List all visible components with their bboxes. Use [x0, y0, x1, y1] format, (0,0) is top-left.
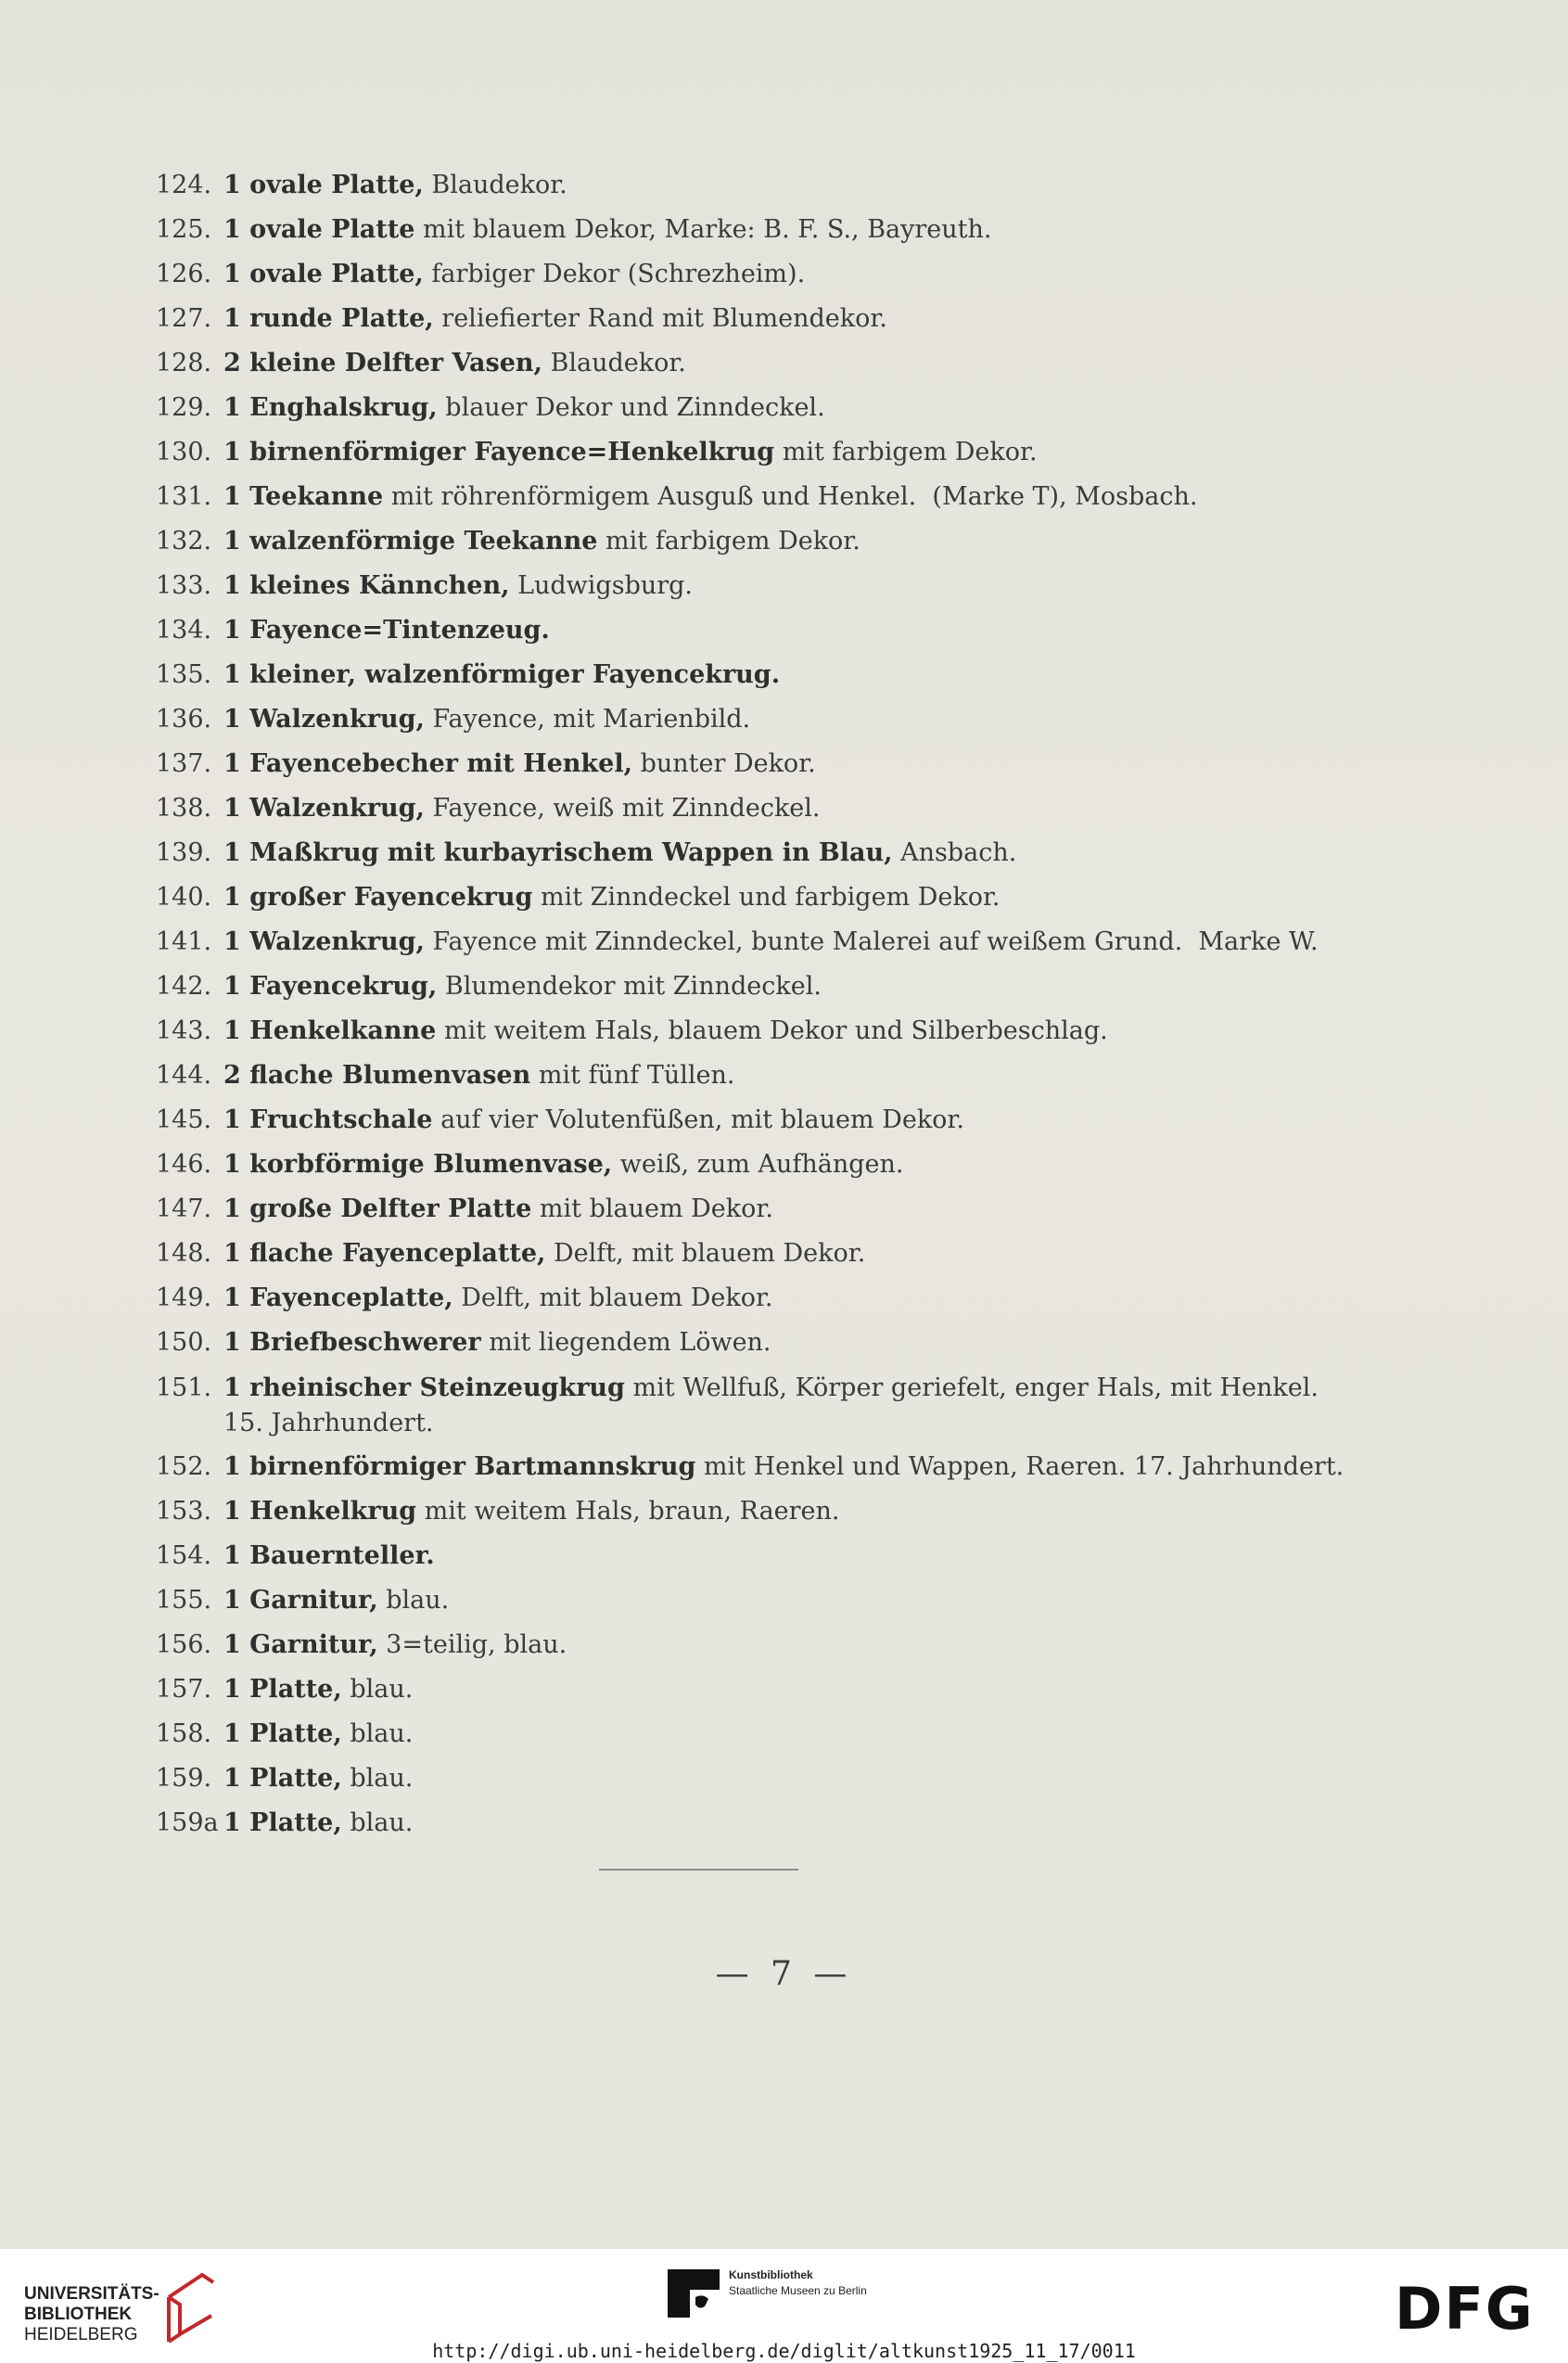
entry-body [223, 1321, 1268, 1365]
entry-description: blau. [341, 1764, 414, 1793]
entry-body [223, 1578, 1268, 1623]
catalog-entry [156, 1232, 1268, 1276]
catalog-entry [156, 1098, 1268, 1143]
kb-line-1: Kunstbibliothek [729, 2268, 813, 2281]
catalog-entry [156, 1009, 1268, 1054]
entry-description: mit fünf Tüllen. [530, 1061, 735, 1090]
entry-title: 1 Enghalskrug, [223, 393, 438, 422]
entry-number: 149. [156, 1284, 212, 1312]
catalog-entry [156, 1712, 1268, 1756]
entry-title: 1 Fayencekrug, [223, 972, 438, 1001]
entry-number: 156. [156, 1630, 212, 1659]
catalog-entry [156, 653, 1268, 697]
entry-description: blau. [341, 1675, 414, 1704]
entry-description: bunter Dekor. [631, 749, 816, 778]
entry-body [223, 1232, 1268, 1276]
catalog-entry [156, 519, 1268, 564]
dfg-logo: DFG [1395, 2275, 1535, 2343]
entry-number: 140. [156, 883, 212, 912]
catalog-entry [156, 1623, 1268, 1667]
entry-number: 153. [156, 1497, 212, 1526]
catalog-entry [156, 1801, 1268, 1846]
entry-title: 1 Teekanne [223, 482, 384, 511]
entry-title: 2 kleine Delfter Vasen, [223, 349, 542, 377]
entry-description: Blumendekor mit Zinndeckel. [437, 972, 822, 1001]
uni-line-3: HEIDELBERG [24, 2325, 138, 2344]
entry-title: 1 Platte, [223, 1808, 342, 1837]
entry-body [223, 252, 1268, 297]
entry-number: 136. [156, 705, 212, 734]
entry-description: mit blauem Dekor. [531, 1194, 773, 1223]
catalog-entry [156, 1445, 1345, 1489]
entry-number: 144. [156, 1061, 212, 1090]
entry-number: 126. [156, 260, 212, 288]
catalog-entry [156, 786, 1268, 831]
entry-body [223, 1801, 1268, 1846]
entry-body [223, 1187, 1268, 1232]
university-library-logo-text [24, 2284, 159, 2345]
entry-body [223, 964, 1268, 1009]
entry-title: 1 Maßkrug mit kurbayrischem Wappen in Blau, [223, 838, 893, 867]
entry-title: 1 birnenförmiger Bartmannskrug [223, 1452, 696, 1481]
entry-number: 155. [156, 1586, 212, 1615]
entry-title: 1 Platte, [223, 1764, 342, 1793]
entry-body [223, 786, 1268, 831]
entry-description: mit weitem Hals, braun, Raeren. [416, 1497, 840, 1526]
catalog-entry [156, 1578, 1268, 1623]
catalog-entry [156, 341, 1268, 386]
entry-number: 152. [156, 1452, 212, 1481]
uni-line-2: BIBLIOTHEK [24, 2305, 133, 2324]
entry-title: 1 Henkelkrug [223, 1497, 417, 1526]
entry-title: 1 Walzenkrug, [223, 705, 425, 734]
entry-description: Ansbach. [892, 838, 1017, 867]
entry-number: 137. [156, 749, 212, 778]
entry-description: Ludwigsburg. [509, 571, 694, 600]
entry-description: Fayence mit Zinndeckel, bunte Malerei auf weißem Grund. Marke W. [424, 927, 1319, 956]
catalog-entry [156, 697, 1268, 742]
entry-number: 135. [156, 660, 212, 689]
entry-description: Blaudekor. [423, 171, 567, 199]
entry-body [223, 163, 1268, 208]
footer-bar [0, 2249, 1568, 2363]
entry-body [223, 1489, 1268, 1534]
entry-number: 157. [156, 1675, 212, 1704]
entry-number: 128. [156, 349, 212, 377]
catalog-entry [156, 831, 1268, 875]
catalog-entry [156, 1143, 1268, 1187]
entry-number: 154. [156, 1541, 212, 1570]
entry-title: 1 Henkelkanne [223, 1016, 437, 1045]
entry-body [223, 341, 1268, 386]
entry-number: 141. [156, 927, 212, 956]
entry-description: Blaudekor. [542, 349, 686, 377]
entry-description: 3=teilig, blau. [377, 1630, 567, 1659]
entry-body [223, 1371, 1319, 1441]
entry-body [223, 831, 1268, 875]
entry-body [223, 875, 1268, 920]
entry-description: reliefierter Rand mit Blumendekor. [433, 304, 887, 333]
entry-description: mit Zinndeckel und farbigem Dekor. [532, 883, 1001, 912]
entry-title: 1 Bauernteller. [223, 1541, 435, 1570]
catalog-entry [156, 1276, 1268, 1321]
entry-title: 1 Walzenkrug, [223, 794, 425, 823]
entry-description: mit farbigem Dekor. [597, 527, 860, 556]
entry-number: 129. [156, 393, 212, 422]
entry-number: 127. [156, 304, 212, 333]
source-url-link[interactable]: http://digi.ub.uni-heidelberg.de/diglit/altkunst1925_11_17/0011 [432, 2340, 1136, 2362]
entry-description: blauer Dekor und Zinndeckel. [437, 393, 825, 422]
uni-line-1: UNIVERSITÄTS- [24, 2284, 159, 2304]
entry-title: 1 runde Platte, [223, 304, 434, 333]
entry-title: 1 birnenförmiger Fayence=Henkelkrug [223, 438, 775, 466]
university-library-logo-icon [161, 2269, 217, 2345]
catalog-entry [156, 875, 1268, 920]
entry-title: 1 rheinischer Steinzeugkrug [223, 1373, 625, 1402]
catalog-entry [156, 1489, 1268, 1534]
entry-number: 138. [156, 794, 212, 823]
entry-description: farbiger Dekor (Schrezheim). [423, 260, 806, 288]
kunstbibliothek-text [729, 2267, 867, 2299]
entry-body [223, 519, 1268, 564]
entry-number: 151. [156, 1373, 212, 1402]
entry-body [223, 1712, 1268, 1756]
page-number: — 7 — [715, 1955, 853, 1993]
entry-title: 1 große Delfter Platte [223, 1194, 532, 1223]
catalog-entry [156, 430, 1268, 475]
entry-title: 1 Platte, [223, 1675, 342, 1704]
entry-body [223, 1756, 1268, 1801]
entry-description: mit Henkel und Wappen, Raeren. 17. Jahrhundert. [695, 1452, 1345, 1481]
entry-number: 125. [156, 215, 212, 244]
entry-continuation: 15. Jahrhundert. [223, 1409, 434, 1437]
entry-number: 134. [156, 616, 212, 645]
entry-number: 143. [156, 1016, 212, 1045]
entry-title: 1 großer Fayencekrug [223, 883, 533, 912]
entry-number: 131. [156, 482, 212, 511]
entry-title: 2 flache Blumenvasen [223, 1061, 531, 1090]
entry-description: Fayence, mit Marienbild. [424, 705, 751, 734]
entry-body [223, 1054, 1268, 1098]
entry-title: 1 Garnitur, [223, 1586, 378, 1615]
entry-title: 1 Platte, [223, 1719, 342, 1748]
catalog-entry [156, 475, 1268, 519]
entry-body [223, 1009, 1268, 1054]
entry-body [223, 920, 1319, 964]
entry-description: mit röhrenförmigem Ausguß und Henkel. (Marke T), Mosbach. [383, 482, 1198, 511]
entry-body [223, 697, 1268, 742]
entry-description: blau. [341, 1808, 414, 1837]
entry-body [223, 1445, 1344, 1489]
entry-description: auf vier Volutenfüßen, mit blauem Dekor. [432, 1105, 964, 1134]
entry-number: 159. [156, 1764, 212, 1793]
entry-title: 1 ovale Platte [223, 215, 415, 244]
catalog-entry [156, 386, 1268, 430]
entry-body [223, 1623, 1268, 1667]
entry-title: 1 walzenförmige Teekanne [223, 527, 598, 556]
catalog-entry [156, 742, 1268, 786]
catalog-entry [156, 252, 1268, 297]
catalog-entry [156, 608, 1268, 653]
catalog-entry [156, 1054, 1268, 1098]
entry-body [223, 564, 1268, 608]
entry-title: 1 kleiner, walzenförmiger Fayencekrug. [223, 660, 781, 689]
entry-body [223, 430, 1268, 475]
catalog-entry [156, 1187, 1268, 1232]
entry-number: 146. [156, 1150, 212, 1179]
entry-body [223, 608, 1268, 653]
entry-description: weiß, zum Aufhängen. [612, 1150, 904, 1179]
entry-title: 1 Fayenceplatte, [223, 1284, 453, 1312]
catalog-entry [156, 964, 1268, 1009]
entry-title: 1 ovale Platte, [223, 171, 424, 199]
entry-description: Fayence, weiß mit Zinndeckel. [424, 794, 821, 823]
entry-body [223, 1143, 1268, 1187]
end-rule [599, 1869, 798, 1871]
entry-title: 1 Garnitur, [223, 1630, 378, 1659]
catalog-entry [156, 297, 1268, 341]
catalog-entry [156, 163, 1268, 208]
catalog-entry [156, 1321, 1268, 1365]
kunstbibliothek-logo-icon [668, 2269, 720, 2318]
entry-title: 1 Walzenkrug, [223, 927, 425, 956]
entry-title: 1 Fayencebecher mit Henkel, [223, 749, 632, 778]
entry-number: 159a [156, 1808, 219, 1837]
entry-body [223, 386, 1268, 430]
entry-title: 1 Fruchtschale [223, 1105, 433, 1134]
entry-number: 130. [156, 438, 212, 466]
catalog-entry [156, 920, 1319, 964]
entry-title: 1 ovale Platte, [223, 260, 424, 288]
catalog-entry [156, 208, 1268, 252]
catalog-entry [156, 1534, 1268, 1578]
entry-description: Delft, mit blauem Dekor. [545, 1239, 866, 1268]
entry-body [223, 742, 1268, 786]
entry-description: blau. [377, 1586, 450, 1615]
entry-title: 1 Briefbeschwerer [223, 1328, 481, 1357]
catalog-entry [156, 1756, 1268, 1801]
entry-number: 145. [156, 1105, 212, 1134]
entry-title: 1 korbförmige Blumenvase, [223, 1150, 613, 1179]
entry-number: 124. [156, 171, 212, 199]
entry-description: mit Wellfuß, Körper geriefelt, enger Hals, mit Henkel. [624, 1373, 1319, 1402]
catalog-entry [156, 1667, 1268, 1712]
catalog-entry [156, 564, 1268, 608]
entry-body [223, 1534, 1268, 1578]
entry-description: mit farbigem Dekor. [774, 438, 1038, 466]
entry-body [223, 475, 1268, 519]
entry-description: blau. [341, 1719, 414, 1748]
entry-number: 147. [156, 1194, 212, 1223]
entry-title: 1 flache Fayenceplatte, [223, 1239, 546, 1268]
entry-description: mit weitem Hals, blauem Dekor und Silberbeschlag. [436, 1016, 1108, 1045]
kb-line-2: Staatliche Museen zu Berlin [729, 2284, 867, 2297]
entry-number: 148. [156, 1239, 212, 1268]
entry-number: 133. [156, 571, 212, 600]
entry-number: 150. [156, 1328, 212, 1357]
entry-number: 139. [156, 838, 212, 867]
entry-description: mit liegendem Löwen. [480, 1328, 771, 1357]
entry-body [223, 653, 1268, 697]
entry-body [223, 1667, 1268, 1712]
entry-title: 1 kleines Kännchen, [223, 571, 510, 600]
catalog-list [156, 163, 1345, 1846]
entry-number: 158. [156, 1719, 212, 1748]
entry-body [223, 208, 1268, 252]
entry-description: mit blauem Dekor, Marke: B. F. S., Bayreuth. [414, 215, 992, 244]
entry-description: Delft, mit blauem Dekor. [453, 1284, 773, 1312]
entry-body [223, 297, 1268, 341]
entry-number: 132. [156, 527, 212, 556]
entry-body [223, 1276, 1268, 1321]
entry-number: 142. [156, 972, 212, 1001]
entry-title: 1 Fayence=Tintenzeug. [223, 616, 550, 645]
entry-body [223, 1098, 1268, 1143]
catalog-entry [156, 1371, 1319, 1441]
